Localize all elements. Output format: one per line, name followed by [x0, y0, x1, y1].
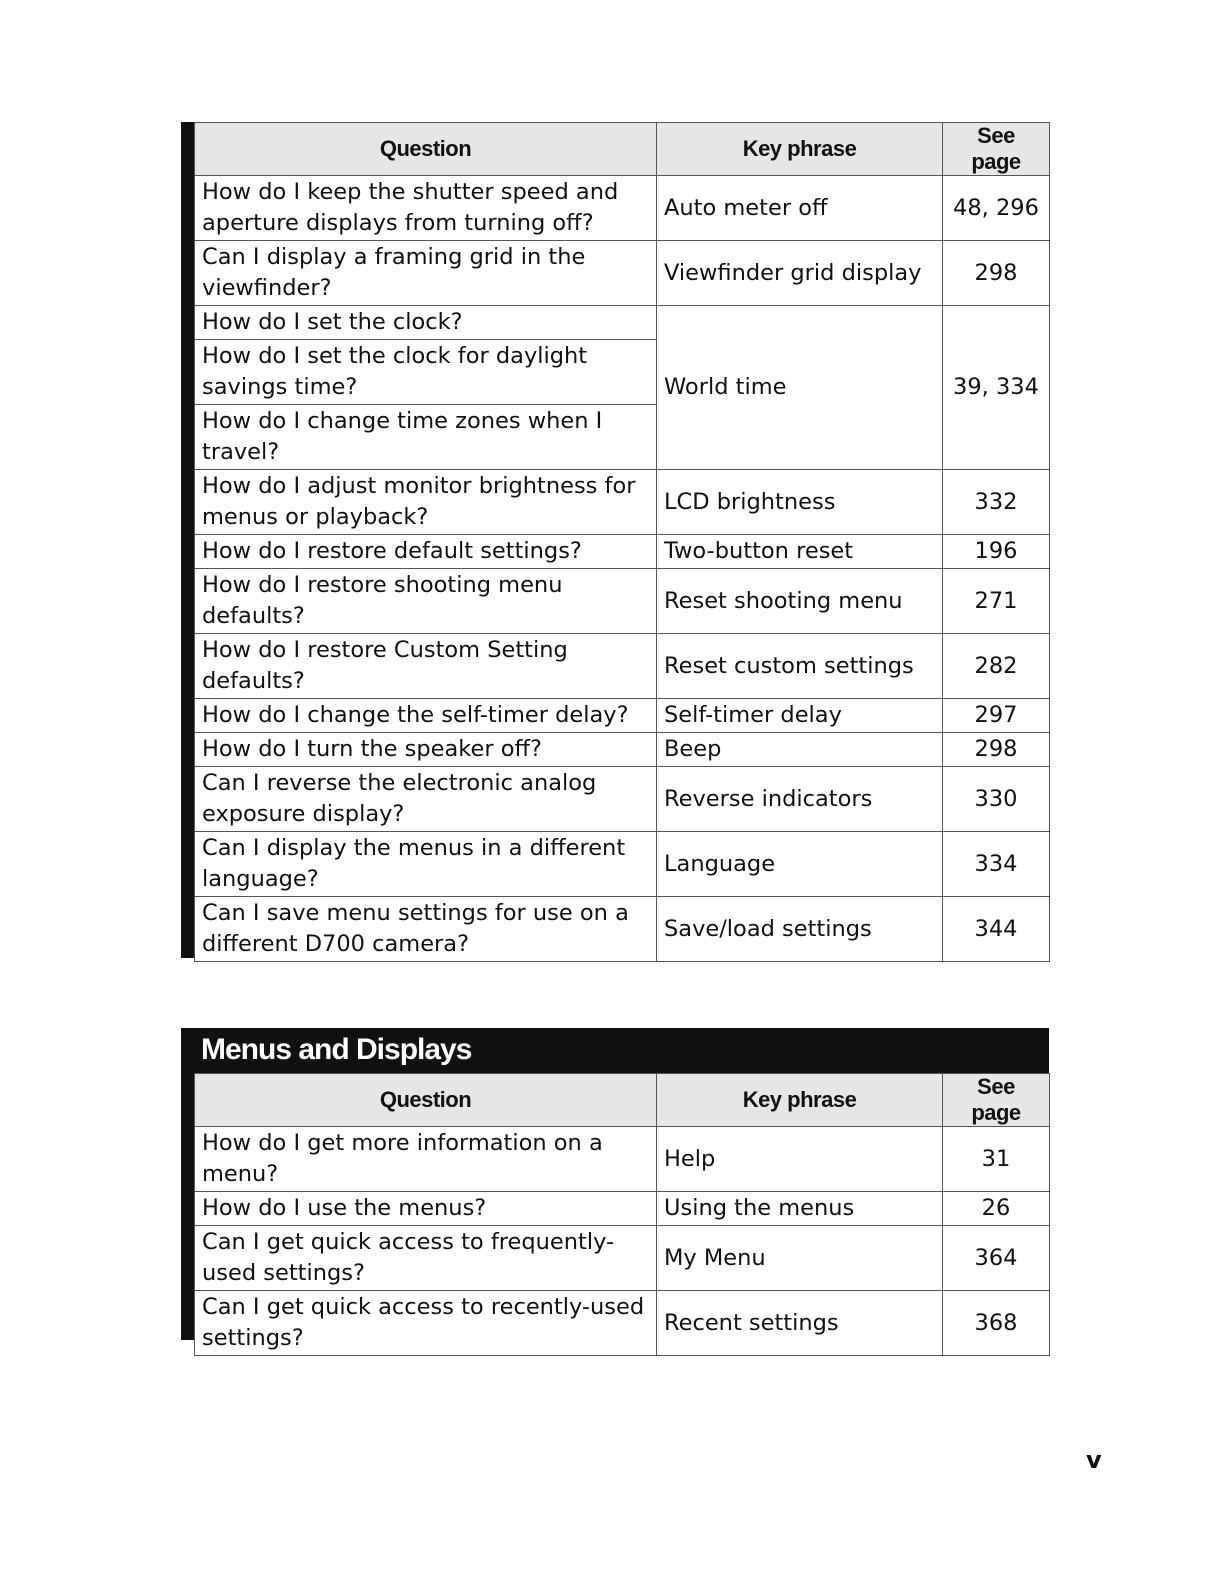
see-page-cell: 298 — [943, 733, 1050, 767]
question-cell: How do I use the menus? — [195, 1192, 657, 1226]
table-row — [195, 470, 1050, 535]
see-page-cell: 48, 296 — [943, 176, 1050, 241]
key-phrase-cell: My Menu — [657, 1226, 943, 1291]
table-side-bar — [181, 1028, 194, 1340]
see-page-cell: 196 — [943, 535, 1050, 569]
question-cell: Can I reverse the electronic analog exposure display? — [195, 767, 657, 832]
key-phrase-cell: Help — [657, 1127, 943, 1192]
key-phrase-cell: Save/load settings — [657, 897, 943, 962]
header-key-phrase: Key phrase — [657, 1074, 943, 1127]
question-cell: How do I restore shooting menu defaults? — [195, 569, 657, 634]
question-cell: How do I change the self-timer delay? — [195, 699, 657, 733]
header-key-phrase: Key phrase — [657, 123, 943, 176]
key-phrase-cell: Using the menus — [657, 1192, 943, 1226]
key-phrase-cell: Self-timer delay — [657, 699, 943, 733]
key-phrase-cell: World time — [657, 306, 943, 470]
question-cell: How do I change time zones when I travel? — [195, 405, 657, 470]
section-header-bar — [181, 1028, 1049, 1073]
table-row — [195, 176, 1050, 241]
question-cell: How do I set the clock for daylight savings time? — [195, 340, 657, 405]
section-title: Menus and Displays — [201, 1033, 472, 1066]
header-question: Question — [195, 123, 657, 176]
header-question: Question — [195, 1074, 657, 1127]
key-phrase-cell: Beep — [657, 733, 943, 767]
key-phrase-cell: Viewfinder grid display — [657, 241, 943, 306]
question-cell: How do I restore default settings? — [195, 535, 657, 569]
table-row — [195, 767, 1050, 832]
see-page-cell: 39, 334 — [943, 306, 1050, 470]
question-cell: Can I get quick access to recently-used settings? — [195, 1291, 657, 1356]
see-page-cell: 282 — [943, 634, 1050, 699]
see-page-cell: 31 — [943, 1127, 1050, 1192]
table-header-row — [195, 1074, 1050, 1127]
table-row — [195, 569, 1050, 634]
key-phrase-cell: Two-button reset — [657, 535, 943, 569]
table-row — [195, 535, 1050, 569]
question-cell: How do I keep the shutter speed and aperture displays from turning off? — [195, 176, 657, 241]
header-see-page: See page — [943, 123, 1050, 176]
key-phrase-cell: Recent settings — [657, 1291, 943, 1356]
table-side-bar — [181, 122, 194, 958]
header-see-page: See page — [943, 1074, 1050, 1127]
table-row — [195, 1127, 1050, 1192]
see-page-cell: 298 — [943, 241, 1050, 306]
table-row — [195, 1226, 1050, 1291]
key-phrase-cell: Reset shooting menu — [657, 569, 943, 634]
question-cell: Can I display the menus in a different language? — [195, 832, 657, 897]
key-phrase-cell: Auto meter off — [657, 176, 943, 241]
table-row — [195, 699, 1050, 733]
faq-table-1-grid — [194, 122, 1050, 962]
see-page-cell: 330 — [943, 767, 1050, 832]
question-cell: How do I restore Custom Setting defaults? — [195, 634, 657, 699]
see-page-cell: 368 — [943, 1291, 1050, 1356]
see-page-cell: 364 — [943, 1226, 1050, 1291]
faq-table-menus-displays — [181, 1028, 1049, 1351]
table-row — [195, 634, 1050, 699]
table-row — [195, 241, 1050, 306]
see-page-cell: 344 — [943, 897, 1050, 962]
page-number: v — [1086, 1446, 1102, 1474]
see-page-cell: 26 — [943, 1192, 1050, 1226]
question-cell: How do I get more information on a menu? — [195, 1127, 657, 1192]
question-cell: How do I adjust monitor brightness for menus or playback? — [195, 470, 657, 535]
table-header-row — [195, 123, 1050, 176]
table-row — [195, 306, 1050, 340]
key-phrase-cell: Reset custom settings — [657, 634, 943, 699]
faq-table-2-grid — [194, 1073, 1050, 1356]
question-cell: Can I save menu settings for use on a different D700 camera? — [195, 897, 657, 962]
see-page-cell: 334 — [943, 832, 1050, 897]
table-row — [195, 832, 1050, 897]
see-page-cell: 271 — [943, 569, 1050, 634]
key-phrase-cell: LCD brightness — [657, 470, 943, 535]
table-row — [195, 733, 1050, 767]
question-cell: Can I get quick access to frequently-used settings? — [195, 1226, 657, 1291]
question-cell: How do I turn the speaker off? — [195, 733, 657, 767]
table-row — [195, 1291, 1050, 1356]
faq-table-1 — [181, 122, 1049, 958]
question-cell: How do I set the clock? — [195, 306, 657, 340]
key-phrase-cell: Reverse indicators — [657, 767, 943, 832]
see-page-cell: 332 — [943, 470, 1050, 535]
key-phrase-cell: Language — [657, 832, 943, 897]
table-row — [195, 1192, 1050, 1226]
question-cell: Can I display a framing grid in the viewfinder? — [195, 241, 657, 306]
see-page-cell: 297 — [943, 699, 1050, 733]
table-row — [195, 897, 1050, 962]
